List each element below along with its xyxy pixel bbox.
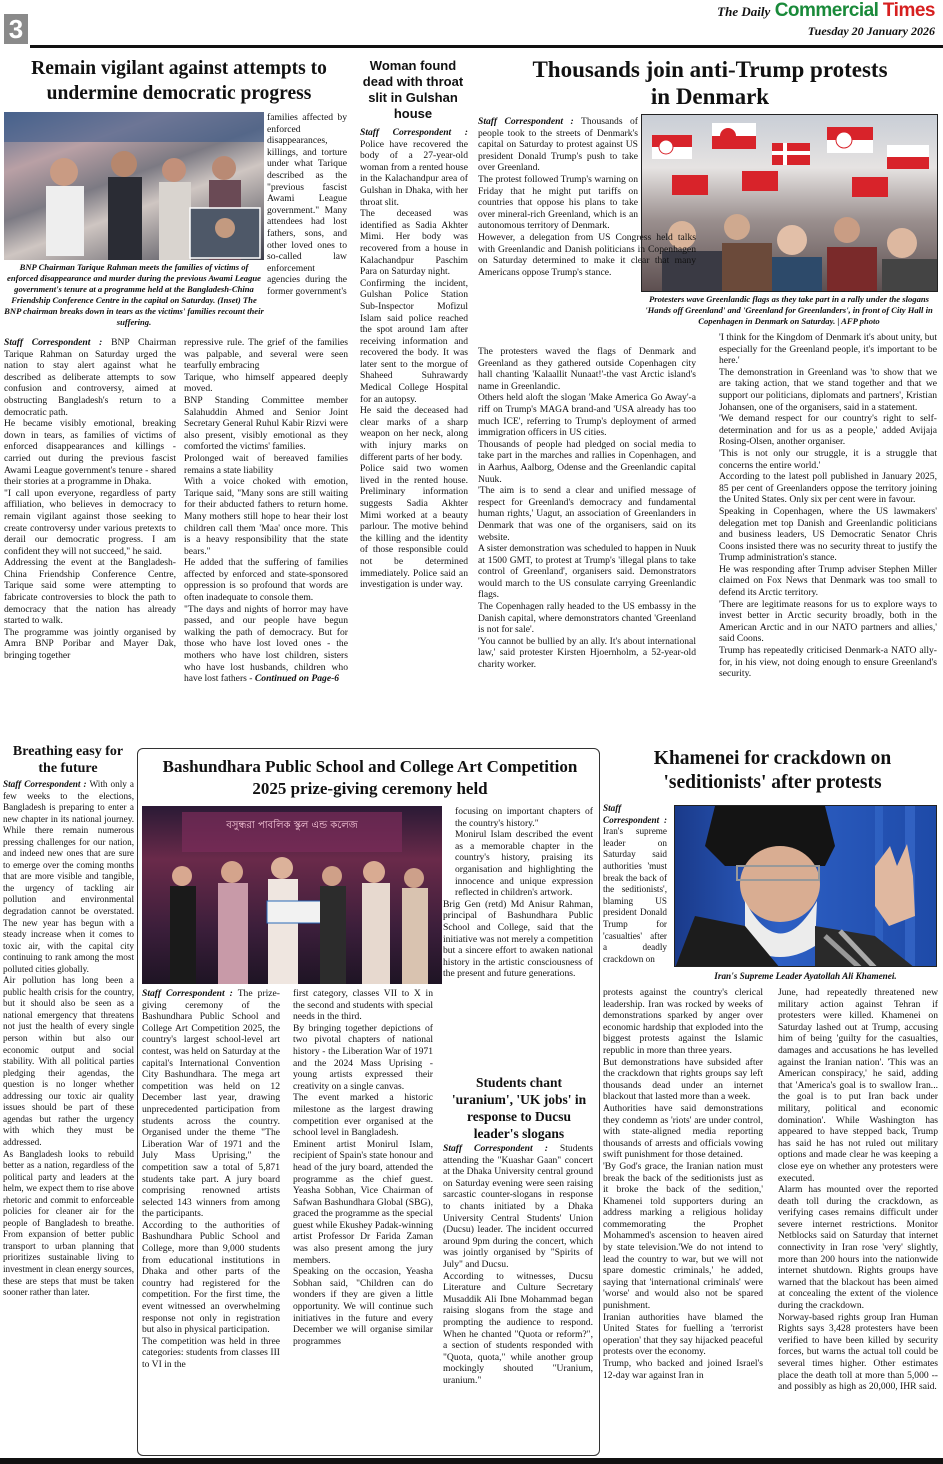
headline-denmark: Thousands join anti-Trump protests in Denmark (532, 57, 888, 109)
column-denmark-1 (478, 116, 696, 278)
paragraph: 'This is not only our struggle, it is a struggle that concerns the entire world.' (719, 447, 937, 471)
paragraph: Staff Correspondent : Thousands of people took to the streets of Denmark's capital on Saturday to protest against US president Donald Trump's push to take over Greenland. (478, 116, 638, 174)
paragraph: 'I think for the Kingdom of Denmark it's about unity, but especially for the Greenland people, it's important to be here.' (719, 332, 937, 367)
paragraph: He became visibly emotional, breaking down in tears, as families of victims of enforced disappearances and killings - carried out during the previous fascist Awami League government's tenure - shared their stories at a programme in Dhaka. (4, 418, 176, 488)
paragraph: 'We demand respect for our country's right to self-determination and for us as a people,' added Avijaja Rosing-Olsen, another organiser. (719, 413, 937, 448)
paragraph: Iranian authorities have blamed the United States for fuelling a 'terrorist operation' that they say hijacked peaceful protests over the economy. (603, 1311, 763, 1358)
issue-date: Tuesday 20 January 2026 (807, 24, 935, 38)
paragraph: Speaking in Copenhagen, where the US lawmakers' delegation met top Danish and Greenlandic politicians and business leaders, US Democratic Senator Chris Coons insisted there was no security threat to justify the Trump administration's stance. (719, 505, 937, 564)
paragraph: "The days and nights of horror may have passed, and our people have begun walking the path of democracy. But for those who have lost loved ones - the mothers who have lost children, sisters who have lost husbands, children who have lost fathers - Continued on Page-6 (184, 603, 348, 685)
paragraph: With a voice choked with emotion, Tarique said, "Many sons are still waiting for their abducted fathers to return home. Many mothers still hope to hear their lost children call them 'Maa' once more. This is a heavy responsibility that the state bears." (184, 476, 348, 557)
paragraph: protests against the country's clerical leadership. Iran was rocked by weeks of demonstrations sparked by anger over economic hardship that exploded into the biggest protests against the Islamic republic in more than three years. (603, 987, 763, 1056)
paragraph: June, had repeatedly threatened new military action against Tehran if protesters were killed. Khamenei on Saturday lashed out at Trump, accusing him of being 'guilty for the casualties, damages and accusations he has levelled against the Iranian nation'. 'This was an American conspiracy,' he said, adding that 'America's goal is to swallow Iran... the goal is to put Iran back under military, political and economic domination'. While Washington has appeared to have stepped back, Trump has said he has not ruled out military options and made clear he was keeping a close eye on whether any protesters were executed. (778, 987, 938, 1184)
column-vigilant-2 (184, 337, 348, 685)
column-denmark-2 (719, 332, 937, 680)
column-bashundhara-3 (443, 806, 593, 980)
column-vigilant-1 (4, 337, 176, 662)
headline-vigilant: Remain vigilant against attempts to undermine democratic progress (31, 58, 327, 104)
headline-breathing: Breathing easy for the future (12, 744, 124, 776)
masthead-prefix: The Daily (717, 4, 771, 19)
column-khamenei-1 (603, 987, 763, 1381)
paragraph: Confirming the incident, Gulshan Police Station Sub-Inspector Mofizul Islam said police reached the spot around 1am after receiving information and recovered the body. It was later sent to the morgue of Shaheed Suhrawardy Medical College Hospital for an autopsy. (360, 277, 468, 405)
paragraph: 'There are legitimate reasons for us to explore ways to invest better in Arctic security broadly, both in the American Arctic and in our NATO partners and allies,' said Coons. (719, 598, 937, 645)
byline: Staff Correspondent : (478, 116, 574, 127)
paragraph: Speaking on the occasion, Yeasha Sobhan said, "Children can do wonders if they are given a little opportunity. We will continue such initiatives in the future and every December we will organise similar programmes (293, 1266, 433, 1347)
paragraph: Staff Correspondent : Students attending the "Kuashar Gaan" concert at the Dhaka University central ground on Saturday evening were seen raising sarcastic counter-slogans in response to chants initiated by a Dhaka University Central Students' Union (Ducsu) leader. The incident occurred around 9pm during the concert, which was jointly organised by "Spirits of July" and Ducsu. (443, 1143, 593, 1270)
paragraph: Staff Correspondent : With only a few weeks to the elections, Bangladesh is preparing to enter a new chapter in its national journey. While there remain numerous pressing challenges for our nation, and indeed new ones that are sure to emerge over the coming months that are more visible and tangible, the urgency of tackling air pollution and environmental degradation cannot be overstated. The new year has begun with a steady increase when it comes to toxic air, with the capital city continuing to rank among the most polluted cities globally. (3, 779, 134, 974)
column-khamenei-intro (603, 803, 667, 965)
paragraph: Staff Correspondent : Police have recovered the body of a 27-year-old woman from a rented house in the Kalachandpur area of Gulshan in Dhaka, with her throat slit. (360, 127, 468, 208)
paragraph: Tarique, who himself appeared deeply moved. (184, 371, 348, 395)
masthead-main: Commercial (774, 0, 879, 21)
paragraph: Norway-based rights group Iran Human Rights says 3,428 protesters have been verified to have been killed by security forces, but warns the actual toll could be several times higher. Other estimates place the death toll at more than 5,000 -- and possibly as high as 20,000, IHR said. (778, 1311, 938, 1393)
column-breathing (3, 779, 134, 1299)
paragraph: According to witnesses, Ducsu Literature and Culture Secretary Musaddik Ali Ibne Mohammad began raising slogans from the stage and prompting the audience to respond. When he chanted "Quota or reform?", a section of students responded with "Quota, quota," while another group mockingly shouted "Uranium, uranium." (443, 1270, 593, 1386)
masthead (717, 0, 935, 22)
column-bashundhara-2 (293, 988, 433, 1347)
paragraph: Alarm has mounted over the reported death toll during the crackdown, as verifying cases remains difficult under severe internet restrictions. Monitor Netblocks said on Saturday that internet connectivity in Iran rose 'very' slightly, more than 200 hours into the nationwide internet shutdown. Rights groups have warned that the blackout has been aimed at concealing the extent of the violence during the crackdown. (778, 1184, 938, 1312)
paragraph: However, a delegation from US Congress held talks with Greenlandic and Danish politicians in Copenhagen on Saturday determined to make it clear that many Americans oppose Trump's stance. (478, 231, 696, 278)
paragraph: Trump, who backed and joined Israel's 12-day war against Iran in (603, 1358, 763, 1381)
paragraph: Thousands of people had pledged on social media to take part in the marches and rallies in Copenhagen, and in Aarhus, Aalborg, Odense and the Greenlandic capital Nuuk. (478, 438, 696, 485)
paragraph: Addressing the event at the Bangladesh-China Friendship Conference Centre, Tarique said some were attempting to fabricate controversies to block the path to democracy that the nation has already started to walk. (4, 557, 176, 627)
caption-khamenei: Iran's Supreme Leader Ayatollah Ali Khamenei. (714, 971, 897, 981)
paragraph: The protesters waved the flags of Denmark and Greenland as they gathered outside Copenhagen city hall chanting 'Kalaallit Nunaat!'-the vast Arctic island's name in Greenlandic. (478, 346, 696, 392)
paragraph: He was responding after Trump adviser Stephen Miller claimed on Fox News that Denmark was too small to defend its Arctic territory. (719, 563, 937, 599)
byline: Staff Correspondent : (443, 1143, 548, 1154)
paragraph: Staff Correspondent : The prize-giving ceremony of the Bashundhara Public School and College Art Competition 2025, the country's largest school-level art contest, was held on Saturday at the capital's International Convention City Bashundhara. The mega art competition was held on 12 December last year, drawing unprecedented participation from students across the country. Organised under the theme "The Liberation War of 1971 and the July Mass Uprising," the competition saw a total of 5,871 students take part. A jury board comprising renowned artists selected 143 winners from among the participants. (142, 988, 280, 1220)
paragraph: "I call upon everyone, regardless of party affiliation, who believes in democracy to remain vigilant against those seeking to create controversy under various pretexts to derail our democratic progress. I am confident they will not succeed," he said. (4, 487, 176, 557)
byline: Staff Correspondent : (360, 127, 468, 138)
byline: Staff Correspondent : (142, 988, 233, 999)
paragraph: Monirul Islam described the event as a memorable chapter in the country's history, praising its organisation and highlighting the innocence and unique expression reflected in children's artwork. (455, 829, 593, 899)
paragraph: A sister demonstration was scheduled to happen in Nuuk at 1500 GMT, to protest at Trump's 'illegal plans to take control of Greenland', organisers said. Demonstrators would march to the US consulate carrying Greenlandic flags. (478, 543, 696, 601)
paragraph: Staff Correspondent : BNP Chairman Tarique Rahman on Saturday urged the nation to stay alert against what he described as deliberate attempts to sow confusion and controversy, aimed at obstructing Bangladesh's return to a democratic path. (4, 337, 176, 418)
paragraph: The competition was held in three categories: students from classes III to VI in the (142, 1335, 280, 1370)
paragraph: Police said two women lived in the rented house. Preliminary information suggests Sadia Akhter Mimi worked at a beauty parlour. The motive behind the killing and the identity of those responsible could not be determined immediately. Police said an investigation is under way. (360, 463, 468, 591)
paragraph: The Copenhagen rally headed to the US embassy in the Danish capital, where demonstrators chanted 'Greenland is not for sale'. (478, 601, 696, 636)
byline: Staff Correspondent : (3, 779, 87, 789)
caption-greenland-protest: Protesters wave Greenlandic flags as they take part in a rally under the slogans 'Hands off Greenland' and 'Greenland for Greenlanders', in front of City Hall in Copenhagen in Denmark on Saturday. | AFP photo (645, 294, 933, 326)
paragraph: As Bangladesh looks to rebuild better as a nation, regardless of the political party and leaders at the helm, we expect them to rise above rhetoric and commit to enforceable policies for cleaner air for the people of Bangladesh to breathe. From expansion of better public transport to urban planning that prioritizes sustainable living to investment in clean energy sources, these are steps that must be taken sooner rather than later. (3, 1148, 134, 1298)
headline-bashundhara: Bashundhara Public School and College Art Competition 2025 prize-giving ceremony held (162, 757, 578, 798)
header-rule (30, 45, 943, 48)
paragraph: first category, classes VII to X in the second and students with special needs in the third. (293, 988, 433, 1023)
paragraph: 'You cannot be bullied by an ally. It's about international law,' said protester Kirsten Hjoernholm, a 52-year-old charity worker. (478, 635, 696, 671)
paragraph: The deceased was identified as Sadia Akhter Mimi. Her body was recovered from a house in Kalachandpur Paschim Para on Saturday night. (360, 208, 468, 278)
photo-khamenei (674, 805, 937, 967)
paragraph: Brig Gen (retd) Md Anisur Rahman, principal of Bashundhara Public School and College, said that the initiative was not merely a competition but a sincere effort to awaken national history in the artistic consciousness of the present and future generations. (443, 898, 593, 980)
paragraph: Prolonged wait of bereaved families remains a state liability (184, 452, 348, 476)
paragraph: The demonstration in Greenland was 'to show that we are taking action, that we stand together and that we support our politicians, diplomats and partners', Kristian Johansen, one of the organisers, said in a statement. (719, 366, 937, 413)
photo-bnp-chairman (4, 112, 264, 260)
headline-woman: Woman found dead with throat slit in Gulshan house (362, 58, 464, 121)
column-woman (360, 127, 468, 591)
column-bashundhara-1 (142, 988, 280, 1371)
column-text-side (267, 112, 347, 298)
paragraph: The protest followed Trump's warning on Friday that he might put tariffs on countries that oppose his plans to take over mineral-rich Greenland, which is an autonomous territory of Denmark. (478, 173, 638, 232)
continued-link[interactable]: Continued on Page-6 (254, 673, 340, 685)
column-students (443, 1143, 593, 1386)
paragraph: 'The aim is to send a clear and unified message of respect for Greenland's democracy and fundamental human rights,' Uagut, an association of Greenlanders in Denmark that was one of the organisers, said on its website. (478, 485, 696, 543)
banner-text: বসুন্ধরা পাবলিক স্কুল এন্ড কলেজ (226, 820, 358, 831)
headline-khamenei: Khamenei for crackdown on 'seditionists' after protests (653, 748, 892, 793)
column-denmark-1b (478, 346, 696, 671)
paragraph: The event marked a historic milestone as the largest drawing competition ever organised at the school level in Bangladesh. (293, 1092, 433, 1139)
paragraph: focusing on important chapters of the country's history." (455, 806, 593, 829)
paragraph: Staff Correspondent : Iran's supreme leader on Saturday said authorities 'must break the back of the seditionists', blaming US president Donald Trump for 'casualties' after a deadly crackdown on (603, 803, 667, 964)
paragraph: Eminent artist Monirul Islam, recipient of Spain's state honour and head of the jury board, attended the programme as the chief guest. Yeasha Sobhan, Vice Chairman of Safwan Bashundhara Global (SBG), graced the programme as the special guest while Ekushey Padak-winning artist Professor Dr Farida Zaman was also present among the jury members. (293, 1138, 433, 1266)
paragraph: He added that the suffering of families affected by enforced and state-sponsored oppression is so profound that words are often inadequate to console them. (184, 557, 348, 604)
column-khamenei-2 (778, 987, 938, 1393)
photo-scene (4, 112, 264, 260)
photo-scene (675, 806, 937, 967)
paragraph: He said the deceased had clear marks of a sharp weapon on her neck, along with injury marks on different parts of her body. (360, 405, 468, 463)
headline-students: Students chant 'uranium', 'UK jobs' in response to Ducsu leader's slogans (451, 1075, 587, 1141)
paragraph: Trump has repeatedly criticised Denmark-a NATO ally-for, in his view, not doing enough to ensure Greenland's security. (719, 645, 937, 680)
byline: Staff Correspondent : (603, 803, 667, 825)
paragraph: Others held aloft the slogan 'Make America Go Away'-a riff on Trump's MAGA brand-and 'USA already has too much ICE', referring to Trump's deployment of armed immigration officers in US cities. (478, 392, 696, 439)
paragraph: Air pollution has long been a public health crisis for the country, but it should also be seen as a national emergency that threatens not just the health of every single person within but also our economic output and social stability. With all political parties pledging their agendas, the question is no longer whether addressing our toxic air quality issues should be part of these agendas but rather the urgency with which they must be addressed. (3, 975, 134, 1147)
photo-art-competition (142, 806, 442, 984)
byline: Staff Correspondent : (4, 337, 103, 348)
paragraph: But demonstrations have subsided after the crackdown that rights groups say left thousands dead under an internet blackout that lasted more than a week. (603, 1056, 763, 1103)
page-number: 3 (4, 14, 28, 44)
paragraph: By bringing together depictions of two pivotal chapters of national history - the Liberation War of 1971 and the 2024 Mass Uprising - young artists expressed their creativity on a single canvas. (293, 1022, 433, 1092)
paragraph: 'By God's grace, the Iranian nation must break the back of the seditionists just as it broke the back of the sedition,' Khamenei told supporters during an address marking a religious holiday commemorating the Prophet Mohammed's ascension to heaven aired by state television.'We do not intend to lead the country to war, but we will not spare domestic criminals,' he added, saying that 'international criminals' were 'worse' and would also not be spared punishment. (603, 1160, 763, 1312)
paragraph: The programme was jointly organised by Amra BNP Poribar and Mayer Dak, bringing together (4, 626, 176, 662)
caption-bnp-chairman: BNP Chairman Tarique Rahman meets the families of victims of enforced disappearance and murder during the previous Awami League government's tenure at a programme held at the Bangladesh-China Friendship Conference Centre in the capital on Saturday. (Inset) The BNP chairman breaks down in tears as the victims' families recount their suffering. (4, 262, 264, 327)
masthead-suffix: Times (882, 0, 935, 21)
paragraph: families affected by enforced disappearances, killings, and torture under what Tarique described as the "previous fascist Awami League government." Many attendees had lost fathers, sons, and other loved ones to so-called law enforcement agencies during the former government's (267, 112, 347, 297)
photo-scene (142, 806, 442, 984)
paragraph: BNP Standing Committee member Salahuddin Ahmed and Senior Joint Secretary General Ruhul Kabir Rizvi were also present, visibly emotional as they comforted the victims' families. (184, 394, 348, 453)
paragraph: repressive rule. The grief of the families was palpable, and several were seen tearfully embracing (184, 337, 348, 372)
paragraph: Authorities have said demonstrations they condemn as 'riots' are under control, with state-aligned media reporting thousands of arrests and officials vowing swift punishment for those detained. (603, 1102, 763, 1161)
paragraph: According to the authorities of Bashundhara Public School and College, more than 9,000 students from educational institutions in Dhaka and other parts of the country had registered for the competition. For the first time, the event witnessed an overwhelming response not only in registration but also in physical participation. (142, 1219, 280, 1336)
paragraph: According to the latest poll published in January 2025, 85 per cent of Greenlanders oppose the territory joining the United States. Only six per cent were in favour. (719, 471, 937, 506)
footer-rule (0, 1458, 943, 1464)
